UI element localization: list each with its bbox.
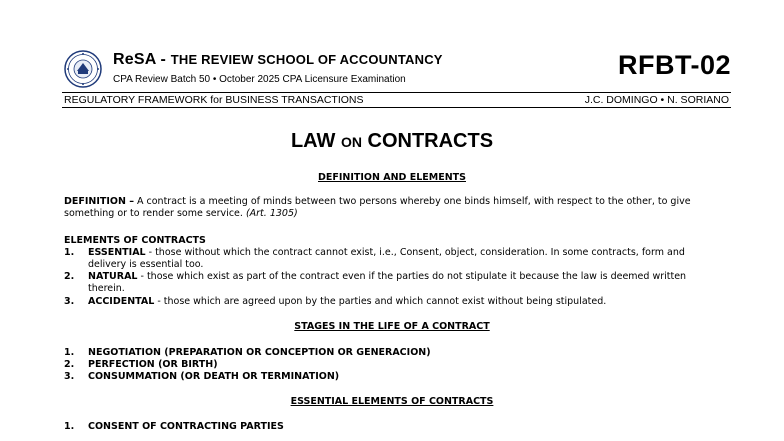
school-name-prefix: ReSA - (113, 51, 171, 68)
batch-line: CPA Review Batch 50 • October 2025 CPA Licensure Examination (113, 74, 406, 85)
title-part3: CONTRACTS (361, 130, 494, 152)
element-term: ESSENTIAL (88, 247, 146, 258)
element-term: NATURAL (88, 271, 138, 282)
element-term: ACCIDENTAL (88, 296, 155, 307)
list-item (64, 296, 724, 308)
definition-paragraph (64, 196, 724, 220)
list-number: 2. (64, 271, 75, 282)
list-number: 1. (64, 247, 75, 258)
section-heading-stages: STAGES IN THE LIFE OF A CONTRACT (294, 321, 490, 332)
element-text: - those which are agreed upon by the parties and which cannot exist without being stipulated. (154, 296, 607, 307)
authors-line: J.C. DOMINGO • N. SORIANO (584, 94, 729, 106)
elements-heading: ELEMENTS OF CONTRACTS (64, 235, 206, 246)
element-text: - those which exist as part of the contract even if the parties do not stipulate it because the law is deemed written therein. (88, 271, 687, 294)
list-number: 2. (64, 359, 75, 370)
definition-ref: (Art. 1305) (245, 208, 298, 219)
section-heading-essential: ESSENTIAL ELEMENTS OF CONTRACTS (290, 396, 494, 407)
list-item (64, 359, 724, 371)
section-heading-definition: DEFINITION AND ELEMENTS (318, 172, 466, 183)
definition-label: DEFINITION – (64, 196, 134, 207)
list-item (64, 271, 724, 294)
header-rule-top (62, 92, 731, 93)
stage-text: PERFECTION (OR BIRTH) (88, 359, 218, 370)
school-name-rest: THE REVIEW SCHOOL OF ACCOUNTANCY (170, 52, 443, 67)
element-text: - those without which the contract cannot exist, i.e., Consent, object, consideration. In some contracts, form and delivery is essential too. (88, 247, 685, 270)
header-rule-bottom (62, 107, 731, 108)
resa-seal-icon (64, 50, 102, 88)
title-part2: ON (340, 134, 362, 150)
list-item (64, 421, 724, 433)
list-number: 1. (64, 347, 75, 358)
list-number: 1. (64, 421, 75, 432)
page-title (0, 130, 784, 153)
list-item (64, 347, 724, 359)
stage-text: NEGOTIATION (PREPARATION OR CONCEPTION OR GENERACION) (88, 347, 431, 358)
document-code: RFBT-02 (617, 50, 731, 80)
essential-text: CONSENT OF CONTRACTING PARTIES (88, 421, 284, 432)
stage-text: CONSUMMATION (OR DEATH OR TERMINATION) (88, 371, 340, 382)
list-number: 3. (64, 371, 75, 382)
definition-text: A contract is a meeting of minds between two persons whereby one binds himself, with respect to the other, to give something or to render some service. (64, 196, 691, 219)
title-part1: LAW (290, 130, 341, 152)
subject-line: REGULATORY FRAMEWORK for BUSINESS TRANSACTIONS (64, 94, 364, 106)
school-name (113, 51, 443, 69)
list-number: 3. (64, 296, 75, 307)
list-item (64, 247, 724, 270)
list-item (64, 371, 724, 383)
